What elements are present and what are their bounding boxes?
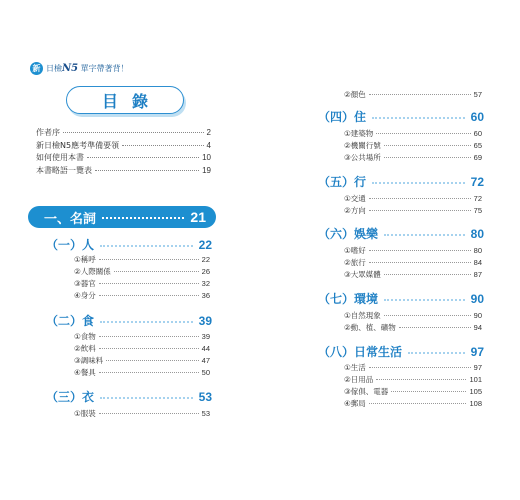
- entry-label: ①嗜好: [344, 246, 366, 255]
- entry-page: 97: [473, 363, 482, 372]
- entry-label: 新日檢N5應考準備要領: [36, 140, 120, 150]
- entry-page: 75: [473, 206, 482, 215]
- entry-page: 90: [473, 311, 482, 320]
- dot-leader: [99, 336, 199, 337]
- subsection-item[interactable]: [344, 245, 482, 257]
- dot-leader: [100, 321, 193, 323]
- subsection-item[interactable]: [344, 205, 482, 217]
- dot-leader: [122, 145, 203, 146]
- entry-page: 39: [201, 332, 210, 341]
- entry-label: ②動、植、礦物: [344, 323, 396, 332]
- entry-label: ④郵局: [344, 399, 366, 408]
- section-page: 39: [198, 313, 212, 328]
- entry-page: 36: [201, 291, 210, 300]
- dot-leader: [399, 327, 471, 328]
- toc-title: 目錄: [66, 86, 184, 114]
- dot-leader: [99, 348, 199, 349]
- subsection-item[interactable]: [344, 374, 482, 386]
- subsection-item[interactable]: [74, 331, 210, 343]
- entry-page: 53: [201, 409, 210, 418]
- entry-page: 22: [201, 255, 210, 264]
- dot-leader: [114, 271, 199, 272]
- entry-page: 80: [473, 246, 482, 255]
- dot-leader: [369, 403, 467, 404]
- section-label: （四）住: [318, 110, 367, 124]
- entry-label: ①自然現象: [344, 311, 381, 320]
- entry-label: ②機關行號: [344, 141, 381, 150]
- dot-leader: [372, 117, 465, 119]
- dot-leader: [369, 367, 471, 368]
- subsection-item[interactable]: [74, 266, 210, 278]
- subsection-item[interactable]: [344, 257, 482, 269]
- section-page: 60: [470, 109, 484, 124]
- section-heading[interactable]: [46, 388, 212, 405]
- section-label: （七）環境: [318, 292, 379, 306]
- section-heading[interactable]: [46, 236, 212, 253]
- section-label: （三）衣: [46, 390, 95, 404]
- section-page: 53: [198, 389, 212, 404]
- dot-leader: [102, 217, 184, 219]
- subsection-item[interactable]: [344, 362, 482, 374]
- subsection-item[interactable]: [344, 386, 482, 398]
- entry-label: ②方向: [344, 206, 366, 215]
- section-page: 72: [470, 174, 484, 189]
- brand-series: N5: [62, 63, 79, 74]
- entry-page: 84: [473, 258, 482, 267]
- entry-page: 57: [473, 90, 482, 99]
- dot-leader: [384, 157, 471, 158]
- dot-leader: [106, 360, 198, 361]
- dot-leader: [384, 274, 471, 275]
- dot-leader: [369, 210, 471, 211]
- section-page: 80: [470, 226, 484, 241]
- section-page: 22: [198, 237, 212, 252]
- subsection-item[interactable]: [74, 278, 210, 290]
- brand-header: [30, 62, 129, 75]
- section-page: 90: [470, 291, 484, 306]
- dot-leader: [369, 250, 471, 251]
- dot-leader: [99, 295, 199, 296]
- dot-leader: [369, 262, 471, 263]
- dot-leader: [384, 145, 471, 146]
- subsection-item[interactable]: [74, 290, 210, 302]
- entry-page: 50: [201, 368, 210, 377]
- entry-page: 65: [473, 141, 482, 150]
- entry-label: ②顏色: [344, 90, 366, 99]
- entry-label: ②飲料: [74, 344, 96, 353]
- entry-page: 87: [473, 270, 482, 279]
- dot-leader: [369, 198, 471, 199]
- entry-page: 4: [206, 140, 211, 150]
- dot-leader: [372, 182, 465, 184]
- brand-text: [46, 63, 129, 74]
- front-matter-item[interactable]: [36, 165, 211, 178]
- dot-leader: [95, 170, 199, 171]
- subsection-item[interactable]: [74, 408, 210, 420]
- dot-leader: [99, 413, 199, 414]
- entry-page: 69: [473, 153, 482, 162]
- entry-page: 32: [201, 279, 210, 288]
- entry-page: 60: [473, 129, 482, 138]
- section-label: （五）行: [318, 175, 367, 189]
- entry-label: 作者序: [36, 128, 60, 137]
- subsection-item[interactable]: [344, 193, 482, 205]
- subsection-item[interactable]: [344, 152, 482, 164]
- dot-leader: [99, 372, 199, 373]
- subsection-item[interactable]: [344, 310, 482, 322]
- dot-leader: [384, 315, 471, 316]
- entry-label: ④餐具: [74, 368, 96, 377]
- part-label: 一、名詞: [44, 211, 97, 227]
- brand-prefix: 日檢: [46, 64, 62, 73]
- entry-page: 47: [201, 356, 210, 365]
- section-label: （一）人: [46, 238, 95, 252]
- entry-label: ③大眾媒體: [344, 270, 381, 279]
- entry-label: ②日用品: [344, 375, 374, 384]
- dot-leader: [376, 379, 466, 380]
- dot-leader: [100, 245, 193, 247]
- right-page: [260, 0, 520, 500]
- part-banner[interactable]: [28, 206, 216, 228]
- entry-label: ①食物: [74, 332, 96, 341]
- entry-label: ③公共場所: [344, 153, 381, 162]
- dot-leader: [100, 397, 193, 399]
- entry-label: ③器官: [74, 279, 96, 288]
- entry-label: 如何使用本書: [36, 153, 84, 162]
- entry-label: ④身分: [74, 291, 96, 300]
- brand-logo-icon: 新: [30, 62, 43, 75]
- entry-page: 26: [201, 267, 210, 276]
- section-heading[interactable]: [318, 225, 484, 242]
- section-label: （二）食: [46, 314, 95, 328]
- entry-label: ①建築物: [344, 129, 374, 138]
- entry-page: 108: [469, 399, 482, 408]
- dot-leader: [99, 259, 199, 260]
- subsection-item[interactable]: [74, 367, 210, 379]
- dot-leader: [384, 234, 465, 236]
- entry-page: 19: [202, 165, 211, 175]
- subsection-item[interactable]: [344, 140, 482, 152]
- section-heading[interactable]: [318, 173, 484, 190]
- dot-leader: [87, 157, 199, 158]
- entry-page: 44: [201, 344, 210, 353]
- dot-leader: [408, 352, 465, 354]
- entry-page: 94: [473, 323, 482, 332]
- subsection-item[interactable]: [74, 355, 210, 367]
- brand-subtitle: 單字帶著背！: [80, 64, 129, 73]
- subsection-item[interactable]: [344, 89, 482, 101]
- subsection-item[interactable]: [74, 254, 210, 266]
- subsection-item[interactable]: [344, 128, 482, 140]
- section-heading[interactable]: [46, 312, 212, 329]
- dot-leader: [99, 283, 199, 284]
- entry-label: ②旅行: [344, 258, 366, 267]
- front-matter-list: [36, 127, 211, 177]
- entry-page: 105: [469, 387, 482, 396]
- dot-leader: [391, 391, 466, 392]
- entry-label: ①稱呼: [74, 255, 96, 264]
- section-heading[interactable]: [318, 343, 484, 360]
- section-heading[interactable]: [318, 108, 484, 125]
- subsection-item[interactable]: [344, 322, 482, 334]
- dot-leader: [376, 133, 470, 134]
- subsection-item[interactable]: [344, 398, 482, 410]
- entry-page: 2: [206, 128, 211, 137]
- section-heading[interactable]: [318, 290, 484, 307]
- section-page: 97: [470, 344, 484, 359]
- entry-label: ①服裝: [74, 409, 96, 418]
- front-matter-item[interactable]: [36, 127, 211, 140]
- entry-page: 10: [202, 153, 211, 162]
- entry-label: ①生活: [344, 363, 366, 372]
- entry-label: 本書略語一覽表: [36, 165, 92, 175]
- front-matter-item[interactable]: [36, 140, 211, 153]
- subsection-item[interactable]: [344, 269, 482, 281]
- entry-page: 72: [473, 194, 482, 203]
- front-matter-item[interactable]: [36, 152, 211, 165]
- entry-label: ③調味料: [74, 356, 104, 365]
- entry-label: ①交通: [344, 194, 366, 203]
- entry-page: 101: [469, 375, 482, 384]
- subsection-item[interactable]: [74, 343, 210, 355]
- section-label: （八）日常生活: [318, 345, 403, 359]
- part-page: 21: [190, 209, 206, 225]
- entry-label: ②人際關係: [74, 267, 111, 276]
- dot-leader: [369, 94, 471, 95]
- entry-label: ③傢俱、電器: [344, 387, 389, 396]
- dot-leader: [63, 132, 204, 133]
- dot-leader: [384, 299, 465, 301]
- section-label: （六）娛樂: [318, 227, 379, 241]
